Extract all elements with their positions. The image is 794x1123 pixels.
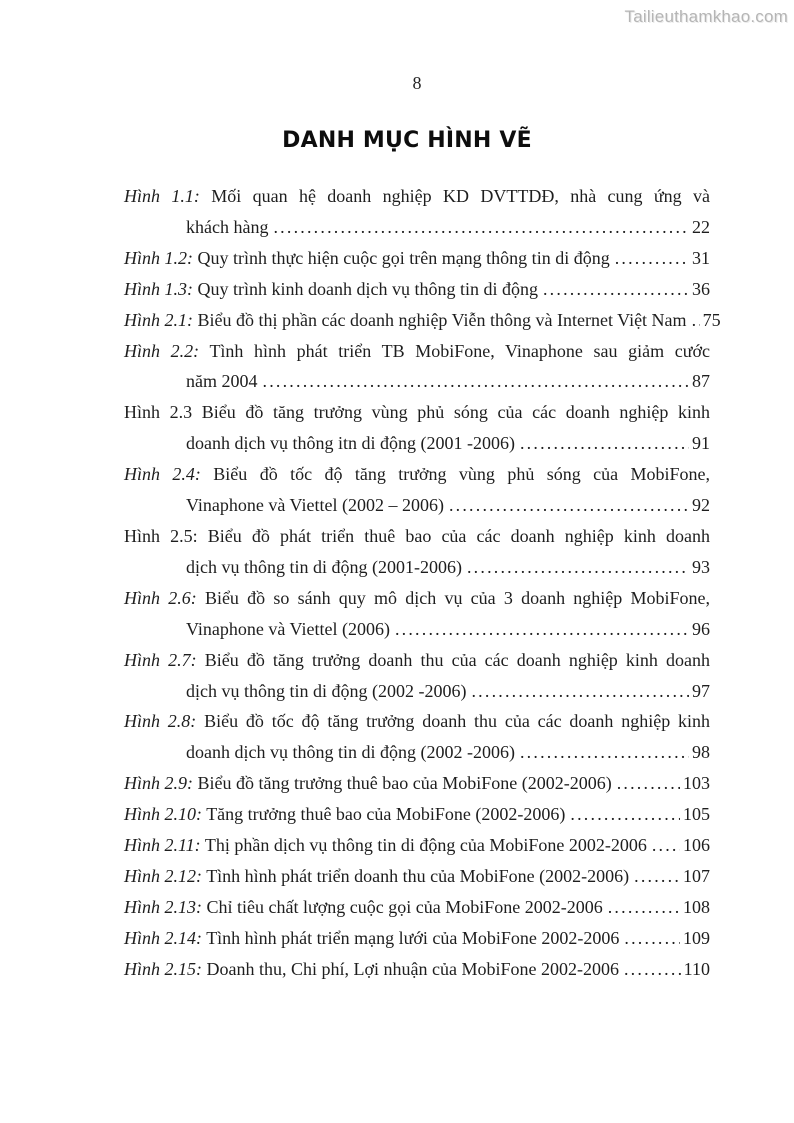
figure-label: Hình 2.12: — [124, 865, 202, 886]
dot-leader — [615, 243, 689, 274]
page-ref: 22 — [692, 216, 710, 237]
toc-entry — [124, 459, 710, 521]
toc-entry-line2 — [124, 212, 710, 243]
toc-entry-line1 — [124, 799, 710, 830]
figure-text — [124, 768, 612, 799]
figure-caption-continued: khách hàng — [186, 216, 269, 237]
figure-label: Hình 2.13: — [124, 896, 202, 917]
toc-entry — [124, 799, 710, 830]
figure-list — [124, 181, 721, 985]
toc-entry — [124, 645, 710, 707]
figure-caption: Tình hình phát triển TB MobiFone, Vinaphone sau giảm cước — [209, 340, 711, 361]
toc-entry-line1 — [124, 336, 710, 367]
toc-entry-line1 — [124, 305, 721, 336]
toc-entry — [124, 274, 710, 305]
page-ref: 109 — [683, 927, 710, 948]
toc-entry-line1 — [124, 521, 710, 552]
dot-leader — [624, 954, 681, 985]
figure-label: Hình 1.2: — [124, 247, 193, 268]
toc-entry-line1 — [124, 459, 710, 490]
figure-caption-continued: doanh dịch vụ thông tin di động (2002 -2006) — [186, 742, 515, 763]
figure-caption: Mối quan hệ doanh nghiệp KD DVTTDĐ, nhà cung ứng và — [211, 186, 711, 206]
toc-entry-line1 — [124, 706, 710, 737]
figure-caption: Tăng trưởng thuê bao của MobiFone (2002-2006) — [206, 804, 566, 825]
figure-label: Hình 2.3 — [124, 402, 193, 423]
dot-leader — [471, 676, 689, 707]
toc-entry-line2 — [124, 428, 710, 459]
figure-caption-continued: doanh dịch vụ thông itn di động (2001 -2006) — [186, 433, 515, 454]
toc-entry-line1 — [124, 830, 710, 861]
figure-label: Hình 1.3: — [124, 278, 193, 299]
figure-text — [124, 305, 687, 336]
page-ref: 107 — [683, 865, 710, 886]
toc-entry-line1 — [124, 923, 710, 954]
toc-entry — [124, 706, 710, 768]
figure-label: Hình 2.7: — [124, 649, 197, 670]
toc-entry — [124, 243, 710, 274]
page-ref: 97 — [692, 680, 710, 701]
toc-entry — [124, 768, 710, 799]
dot-leader — [624, 923, 680, 954]
figure-caption: Biểu đồ tốc độ tăng trưởng doanh thu của các doanh nghiệp kinh — [204, 711, 710, 732]
toc-entry-line1 — [124, 397, 710, 428]
toc-entry-line2 — [124, 676, 710, 707]
toc-entry — [124, 305, 721, 336]
toc-entry — [124, 181, 710, 243]
figure-caption: Biểu đồ tăng trưởng thuê bao của MobiFone (2002-2006) — [197, 773, 612, 794]
dot-leader — [263, 366, 690, 397]
figure-caption: Biểu đồ tăng trưởng vùng phủ sóng của các doanh nghiệp kinh — [201, 402, 711, 423]
page-ref: 87 — [692, 371, 710, 392]
figure-label: Hình 2.1: — [124, 309, 193, 330]
dot-leader — [692, 305, 700, 336]
toc-entry — [124, 892, 710, 923]
figure-label: Hình 2.9: — [124, 773, 193, 794]
figure-caption: Tình hình phát triển doanh thu của MobiFone (2002-2006) — [206, 865, 630, 886]
toc-entry-line2 — [124, 490, 710, 521]
toc-entry — [124, 954, 710, 985]
figure-caption: Quy trình kinh doanh dịch vụ thông tin di động — [197, 278, 538, 299]
page-title: DANH MỤC HÌNH VẼ — [282, 128, 532, 153]
figure-text — [124, 892, 603, 923]
page-ref: 110 — [683, 958, 710, 979]
toc-entry-line1 — [124, 861, 710, 892]
toc-entry-line1 — [124, 243, 710, 274]
figure-text — [124, 799, 565, 830]
toc-entry-line1 — [124, 583, 710, 614]
page-ref: 92 — [692, 495, 710, 516]
figure-caption-continued: Vinaphone và Viettel (2002 – 2006) — [186, 495, 444, 516]
toc-entry-line2 — [124, 737, 710, 768]
toc-entry — [124, 521, 710, 583]
figure-caption: Biểu đồ phát triển thuê bao của các doanh nghiệp kinh doanh — [207, 525, 710, 546]
figure-caption: Biểu đồ tăng trưởng doanh thu của các doanh nghiệp kinh doanh — [204, 649, 711, 670]
figure-label: Hình 2.15: — [124, 958, 202, 979]
figure-label: Hình 2.5: — [124, 525, 198, 546]
dot-leader — [449, 490, 689, 521]
figure-caption-continued: năm 2004 — [186, 371, 258, 392]
page-ref: 93 — [692, 556, 710, 577]
page-ref: 103 — [683, 773, 710, 794]
toc-entry-line2 — [124, 614, 710, 645]
figure-caption: Chỉ tiêu chất lượng cuộc gọi của MobiFone 2002-2006 — [206, 896, 603, 917]
figure-text — [124, 923, 619, 954]
page-ref: 91 — [692, 433, 710, 454]
figure-caption-continued: Vinaphone và Viettel (2006) — [186, 618, 390, 639]
toc-entry-line2 — [124, 552, 710, 583]
page-ref: 75 — [702, 309, 721, 330]
watermark: Tailieuthamkhao.com — [624, 7, 788, 26]
figure-text — [124, 243, 610, 274]
toc-entry-line1 — [124, 274, 710, 305]
dot-leader — [467, 552, 689, 583]
figure-label: Hình 2.6: — [124, 587, 197, 608]
page-ref: 98 — [692, 742, 710, 763]
dot-leader — [652, 830, 680, 861]
figure-label: Hình 2.8: — [124, 711, 197, 732]
figure-label: Hình 2.14: — [124, 927, 202, 948]
figure-caption: Biểu đồ so sánh quy mô dịch vụ của 3 doanh nghiệp MobiFone, — [204, 587, 710, 608]
figure-caption-continued: dịch vụ thông tin di động (2001-2006) — [186, 556, 462, 577]
page-ref: 96 — [692, 618, 710, 639]
figure-caption: Biểu đồ tốc độ tăng trưởng vùng phủ sóng của MobiFone, — [213, 464, 710, 485]
page-ref: 108 — [683, 896, 710, 917]
figure-caption: Thị phần dịch vụ thông tin di động của MobiFone 2002-2006 — [204, 835, 647, 856]
page-ref: 36 — [692, 278, 710, 299]
figure-label: Hình 1.1: — [124, 186, 200, 206]
figure-caption: Biểu đồ thị phần các doanh nghiệp Viễn thông và Internet Việt Nam — [197, 309, 687, 330]
dot-leader — [395, 614, 689, 645]
dot-leader — [520, 428, 689, 459]
dot-leader — [570, 799, 680, 830]
figure-caption: Tình hình phát triển mạng lưới của MobiFone 2002-2006 — [206, 927, 620, 948]
page-ref: 106 — [683, 835, 710, 856]
toc-entry — [124, 923, 710, 954]
toc-entry — [124, 336, 710, 398]
toc-entry-line1 — [124, 181, 710, 212]
toc-entry — [124, 583, 710, 645]
page-ref: 31 — [692, 247, 710, 268]
dot-leader — [543, 274, 689, 305]
figure-label: Hình 2.4: — [124, 464, 201, 485]
dot-leader — [520, 737, 689, 768]
figure-text — [124, 954, 619, 985]
page-ref: 105 — [683, 804, 710, 825]
figure-text — [124, 274, 538, 305]
toc-entry-line2 — [124, 366, 710, 397]
figure-label: Hình 2.11: — [124, 835, 201, 856]
figure-caption-continued: dịch vụ thông tin di động (2002 -2006) — [186, 680, 467, 701]
figure-caption: Quy trình thực hiện cuộc gọi trên mạng thông tin di động — [197, 247, 610, 268]
page-number: 8 — [412, 73, 422, 93]
toc-entry — [124, 861, 710, 892]
figure-text — [124, 830, 647, 861]
dot-leader — [608, 892, 680, 923]
toc-entry — [124, 830, 710, 861]
figure-caption: Doanh thu, Chi phí, Lợi nhuận của MobiFone 2002-2006 — [206, 958, 619, 979]
figure-label: Hình 2.2: — [124, 340, 200, 361]
dot-leader — [617, 768, 680, 799]
toc-entry-line1 — [124, 768, 710, 799]
dot-leader — [634, 861, 680, 892]
toc-entry-line1 — [124, 954, 710, 985]
toc-entry-line1 — [124, 892, 710, 923]
dot-leader — [273, 212, 689, 243]
figure-text — [124, 861, 629, 892]
toc-entry — [124, 397, 710, 459]
figure-label: Hình 2.10: — [124, 804, 202, 825]
toc-entry-line1 — [124, 645, 710, 676]
